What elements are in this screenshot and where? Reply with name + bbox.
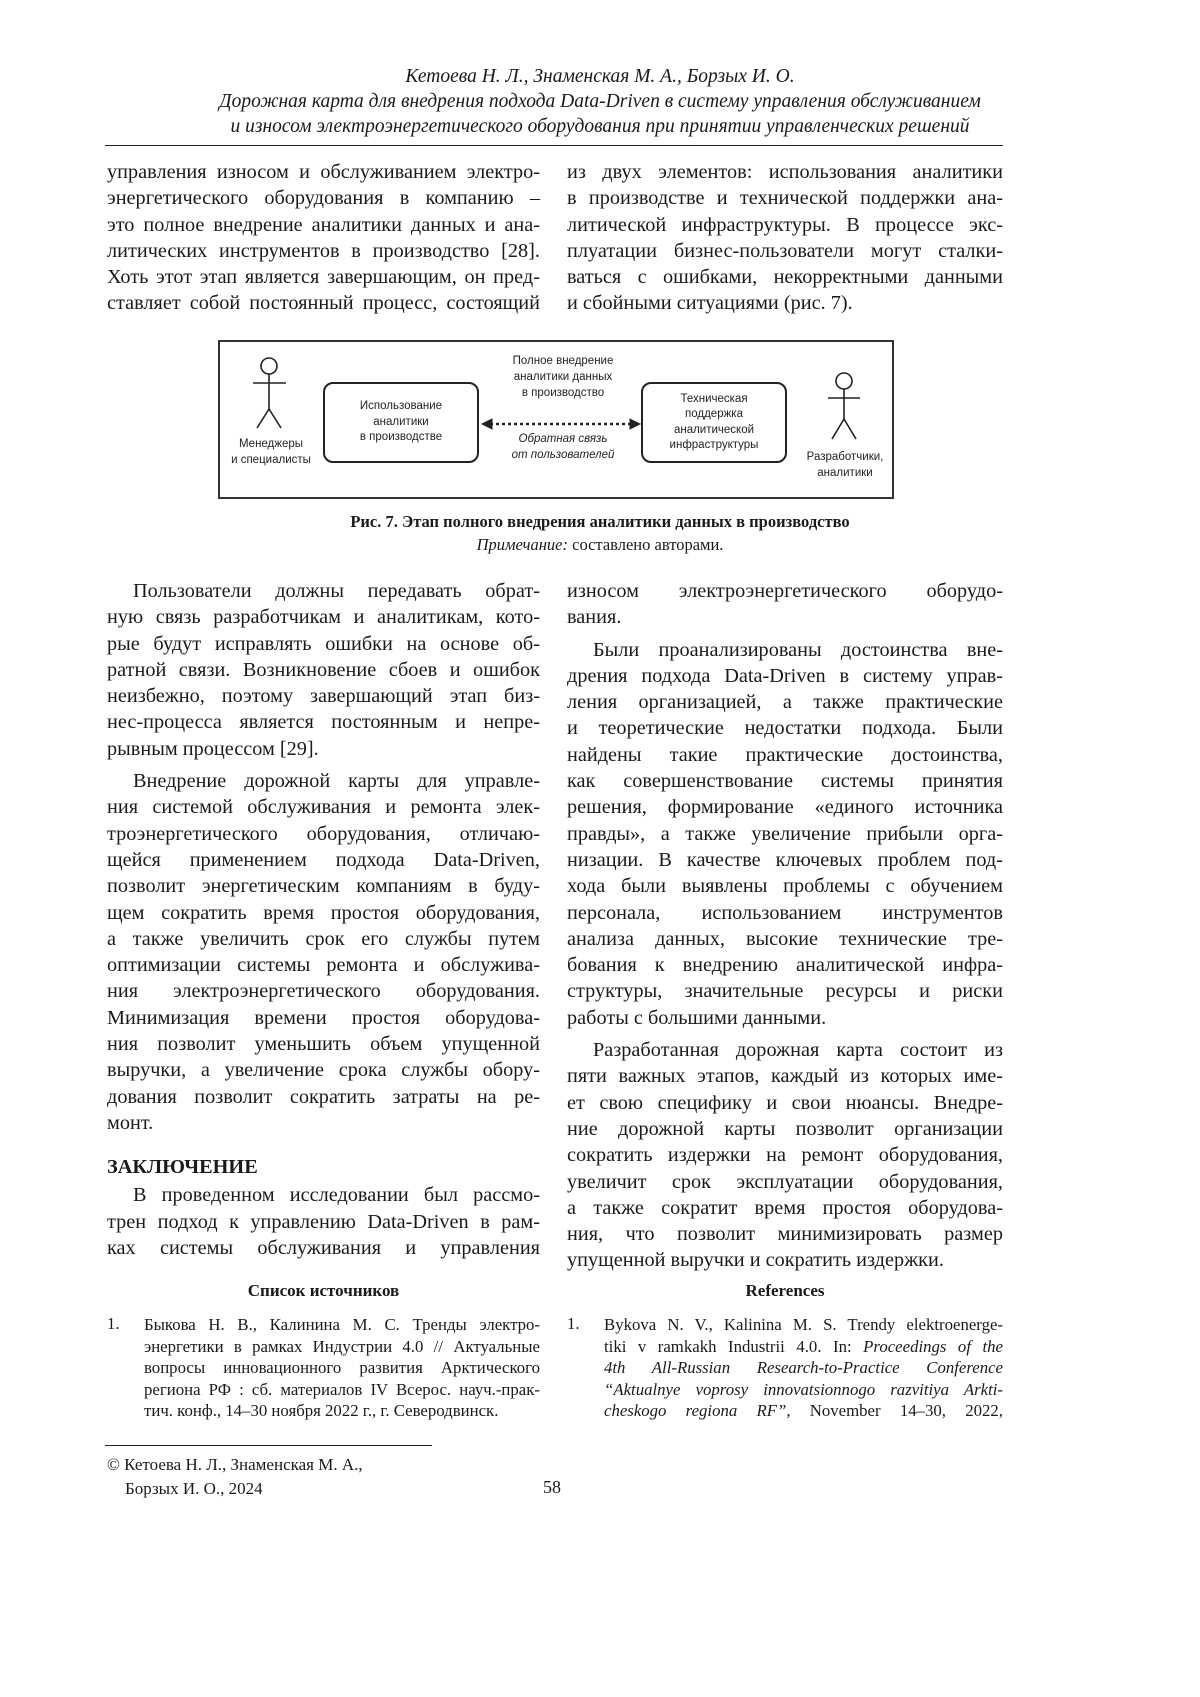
reference-line: энергетики в рамках Индустрии 4.0 // Актуальные: [144, 1336, 540, 1356]
paragraph: [567, 578, 1003, 631]
reference-line: 4th All-Russian Research-to-Practice Conference: [604, 1358, 1003, 1378]
bottom-right-column: [567, 578, 1003, 1274]
reference-line: тич. конф., 14–30 ноября 2022 г., г. Северодвинск.: [144, 1401, 499, 1421]
text-line: оптимизации системы ремонта и обслужива-: [107, 954, 540, 977]
text-line: ет свою специфику и свои нюансы. Внедре-: [567, 1091, 1003, 1114]
text-line: Внедрение дорожной карты для управле-: [133, 770, 540, 793]
references-en-heading: References: [745, 1281, 825, 1300]
reference-en-1: [567, 1314, 1003, 1422]
text-line: ления организацией, а также практические: [567, 691, 1003, 714]
paragraph: [107, 159, 540, 317]
text-line: и сбойными ситуациями (рис. 7).: [567, 292, 853, 315]
text-line: ние дорожной карты позволит организации: [567, 1117, 1003, 1140]
text-line: Минимизация времени простоя оборудова-: [107, 1006, 540, 1029]
text-line: а также сократит время простоя оборудова-: [567, 1196, 1003, 1219]
text-line: ваться с ошибками, некорректными данными: [567, 266, 1003, 289]
references-ru-heading: Список источников: [247, 1281, 400, 1300]
box-tech-support: Техническая поддержка аналитической инфраструктуры: [641, 382, 787, 463]
text-line: как совершенствование системы принятия: [567, 770, 1003, 793]
text-line: персонала, использованием инструментов: [567, 901, 1003, 924]
paragraph: [107, 578, 540, 762]
text-line: хода были выявлены проблемы с обучением: [567, 875, 1003, 898]
paragraph: [567, 1037, 1003, 1274]
actor-right-label: Разработчики, аналитики: [806, 451, 884, 479]
actor-left-icon: [253, 358, 286, 428]
paragraph: [107, 768, 540, 1136]
bottom-left-column: [107, 578, 540, 1261]
text-line: Хоть этот этап является завершающим, он пред-: [107, 266, 540, 289]
reference-line: tiki v ramkakh Industrii 4.0. In: Proceedings of the: [604, 1336, 1003, 1356]
reference-line: региона РФ : сб. материалов IV Всерос. науч.-прак-: [144, 1379, 540, 1399]
paragraph: [567, 637, 1003, 1031]
text-line: Пользователи должны передавать обрат-: [133, 580, 540, 602]
box-analytics-usage: Использование аналитики в производстве: [323, 382, 479, 463]
text-line: троэнергетического оборудования, отличаю-: [107, 822, 540, 845]
text-line: в производстве и технической поддержки ана-: [567, 187, 1003, 210]
header-rule: [105, 145, 1003, 146]
top-arrow-label: Полное внедрение аналитики данных в производство: [512, 355, 614, 399]
running-header: [100, 64, 1100, 139]
text-line: правды», а также увеличение прибыли орга-: [567, 822, 1003, 845]
text-line: выручки, а увеличение срока службы обору-: [107, 1059, 540, 1082]
figure-caption: Рис. 7. Этап полного внедрения аналитики данных в производство: [350, 512, 850, 531]
actor-right-icon: [828, 373, 860, 439]
text-line: энергетического оборудования в компанию –: [107, 187, 540, 210]
reference-line: вопросы инновационного развития Арктического: [144, 1358, 540, 1378]
copyright-footnote: © Кетоева Н. Л., Знаменская М. А., Борзых И. О., 2024: [107, 1455, 363, 1498]
text-line: ную связь разработчикам и аналитикам, кото-: [107, 606, 540, 629]
reference-ru-1: [107, 1314, 540, 1422]
text-line: анализа данных, высокие технические тре-: [567, 927, 1003, 950]
text-line: найдены такие практические достоинства,: [567, 743, 1003, 766]
text-line: ратной связи. Возникновение сбоев и ошибок: [107, 658, 540, 681]
text-line: а также увеличить срок его службы путем: [107, 927, 540, 950]
reference-line: cheskogo regiona RF”, November 14–30, 2022,: [604, 1401, 1003, 1421]
text-line: щем сократить время простоя оборудования,: [107, 901, 540, 924]
header-title-line-2: и износом электроэнергетического оборудования при принятии управленческих решений: [230, 116, 970, 137]
text-line: дрения подхода Data-Driven в систему управ-: [567, 664, 1003, 687]
text-line: ставляет собой постоянный процесс, состоящий: [107, 292, 540, 315]
figure-note: Примечание: составлено авторами.: [476, 535, 724, 554]
text-line: и теоретические недостатки подхода. Были: [567, 717, 1003, 740]
text-line: упущенной выручки и сократить издержки.: [567, 1249, 944, 1272]
text-line: монт.: [107, 1111, 154, 1134]
text-line: низации. В качестве ключевых проблем под-: [567, 848, 1003, 871]
text-line: вания.: [567, 606, 622, 629]
text-line: В проведенном исследовании был рассмо-: [133, 1184, 540, 1207]
top-right-column: [567, 159, 1003, 317]
text-line: ках системы обслуживания и управления: [107, 1236, 540, 1259]
text-line: Разработанная дорожная карта состоит из: [593, 1039, 1003, 1062]
top-left-column: [107, 159, 540, 317]
text-line: износом электроэнергетического оборудо-: [567, 580, 1003, 602]
page-number: 58: [543, 1477, 561, 1497]
paragraph: [107, 1182, 540, 1261]
header-title-line-1: Дорожная карта для внедрения подхода Data-Driven в систему управления обслуживанием: [219, 91, 981, 112]
text-line: дования позволит сократить затраты на ре-: [107, 1085, 540, 1108]
text-line: ния позволит уменьшить объем упущенной: [107, 1033, 540, 1056]
text-line: литической инфраструктуры. В процессе экс-: [567, 213, 1003, 236]
text-line: трен подход к управлению Data-Driven в рам-: [107, 1210, 540, 1233]
paragraph: [567, 159, 1003, 317]
text-line: щейся применением подхода Data-Driven,: [107, 848, 540, 871]
text-line: структуры, значительные ресурсы и риски: [567, 980, 1003, 1003]
text-line: Были проанализированы достоинства вне-: [593, 638, 1003, 661]
section-heading: ЗАКЛЮЧЕНИЕ: [107, 1156, 258, 1179]
text-line: позволит энергетическим компаниям в буду-: [107, 875, 540, 898]
text-line: это полное внедрение аналитики данных и ана-: [107, 213, 540, 236]
text-line: неизбежно, поэтому завершающий этап биз-: [107, 685, 540, 708]
header-authors: Кетоева Н. Л., Знаменская М. А., Борзых И. О.: [405, 66, 795, 87]
footnote-rule: [105, 1445, 432, 1446]
text-line: рые будут исправлять ошибки на основе об-: [107, 632, 540, 655]
actor-left-label: Менеджеры и специалисты: [231, 438, 311, 466]
feedback-label: Обратная связь от пользователей: [511, 433, 615, 461]
text-line: решения, формирование «единого источника: [567, 796, 1003, 819]
text-line: работы с большими данными.: [567, 1006, 827, 1029]
text-line: плуатации бизнес-пользователи могут сталки-: [567, 239, 1003, 262]
text-line: ния, что позволит минимизировать размер: [567, 1223, 1003, 1246]
text-line: бования к внедрению аналитической инфра-: [567, 954, 1003, 977]
bidirectional-dashed-arrow: [482, 419, 640, 429]
text-line: сократить издержки на ремонт оборудования,: [567, 1144, 1003, 1167]
reference-line: Bykova N. V., Kalinina M. S. Trendy elektroenerge-: [604, 1315, 1003, 1334]
reference-line: “Aktualnye voprosy innovatsionnogo razvitiya Arkti-: [604, 1379, 1003, 1399]
text-line: нес-процесса является постоянным и непре-: [107, 711, 540, 734]
text-line: из двух элементов: использования аналитики: [567, 161, 1003, 183]
text-line: пяти важных этапов, каждый из которых име-: [567, 1065, 1003, 1088]
text-line: ния системой обслуживания и ремонта элек-: [107, 796, 540, 819]
text-line: литических инструментов в производство [28].: [107, 239, 540, 262]
reference-number: 1.: [567, 1314, 580, 1333]
text-line: увеличит срок эксплуатации оборудования,: [567, 1170, 1003, 1193]
text-line: рывным процессом [29].: [107, 737, 319, 760]
text-line: управления износом и обслуживанием электро-: [107, 161, 540, 183]
figure-7-diagram: [218, 340, 894, 499]
reference-line: Быкова Н. В., Калинина М. С. Тренды электро-: [144, 1315, 540, 1334]
text-line: ния электроэнергетического оборудования.: [107, 980, 540, 1003]
reference-number: 1.: [107, 1314, 120, 1333]
